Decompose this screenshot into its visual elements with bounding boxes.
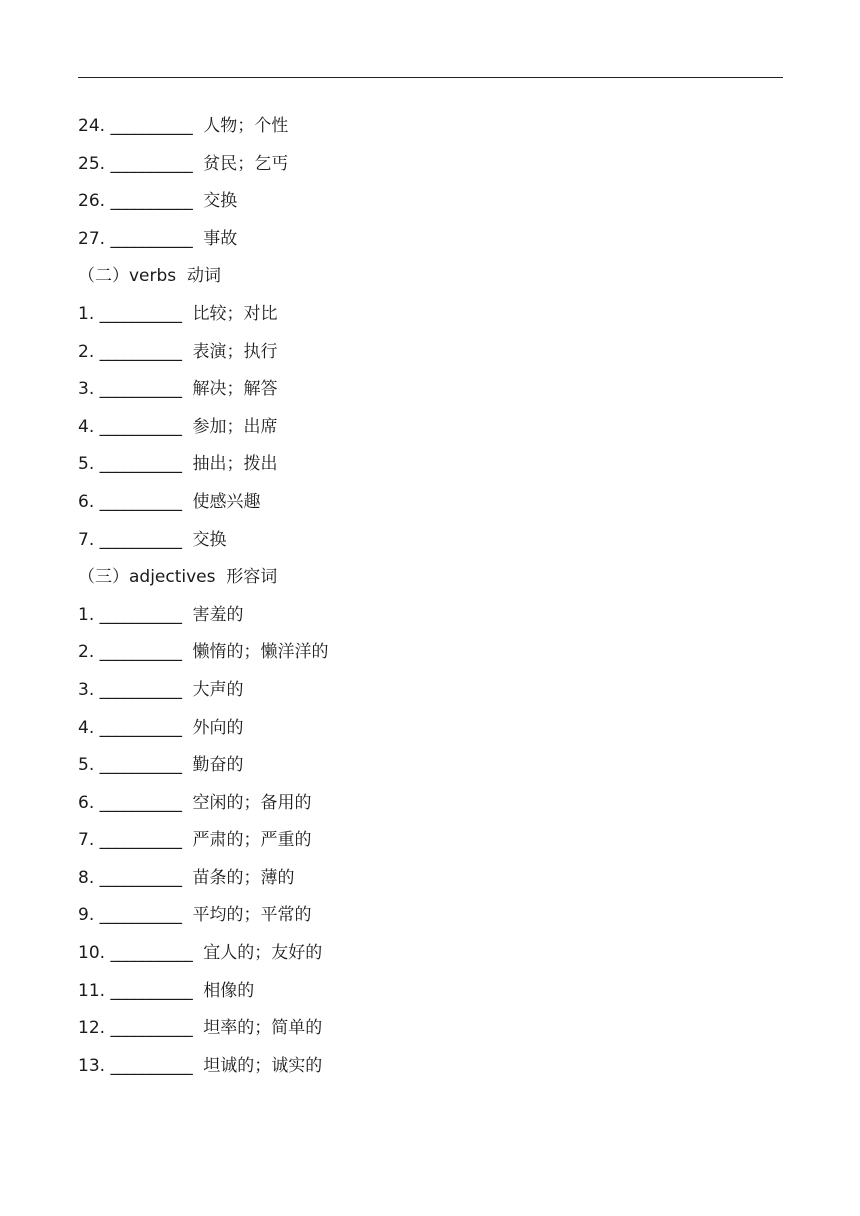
item-meaning: 相像的 <box>203 980 255 1001</box>
item-meaning: 空闲的；备用的 <box>192 792 312 813</box>
vocab-item <box>78 296 778 334</box>
item-number: 5. <box>78 454 95 475</box>
answer-blank: __________ <box>99 341 182 362</box>
answer-blank: __________ <box>99 416 182 437</box>
item-number: 3. <box>78 679 95 700</box>
item-number: 25. <box>78 153 106 174</box>
item-meaning: 大声的 <box>192 679 244 700</box>
vocab-item <box>78 897 778 935</box>
answer-blank: __________ <box>110 153 193 174</box>
section-heading-verbs: （二）verbs 动词 <box>78 266 221 287</box>
vocab-item <box>78 409 778 447</box>
vocab-item <box>78 1048 778 1086</box>
vocab-item <box>78 146 778 184</box>
item-number: 9. <box>78 905 95 926</box>
vocab-item <box>78 334 778 372</box>
item-number: 1. <box>78 604 95 625</box>
item-number: 6. <box>78 491 95 512</box>
item-number: 3. <box>78 379 95 400</box>
item-number: 26. <box>78 191 106 212</box>
answer-blank: __________ <box>99 454 182 475</box>
item-meaning: 坦率的；简单的 <box>203 1018 323 1039</box>
item-number: 1. <box>78 303 95 324</box>
vocab-item <box>78 522 778 560</box>
item-number: 7. <box>78 830 95 851</box>
vocab-item <box>78 710 778 748</box>
item-meaning: 人物；个性 <box>203 116 289 136</box>
item-meaning: 勤奋的 <box>192 755 244 776</box>
vocab-item <box>78 108 778 146</box>
item-meaning: 害羞的 <box>192 604 244 625</box>
vocab-item <box>78 973 778 1011</box>
vocab-item <box>78 822 778 860</box>
vocab-item <box>78 935 778 973</box>
answer-blank: __________ <box>99 867 182 888</box>
answer-blank: __________ <box>99 303 182 324</box>
item-number: 11. <box>78 980 106 1001</box>
answer-blank: __________ <box>110 943 193 964</box>
answer-blank: __________ <box>99 830 182 851</box>
answer-blank: __________ <box>99 717 182 738</box>
item-number: 4. <box>78 717 95 738</box>
answer-blank: __________ <box>99 792 182 813</box>
item-number: 2. <box>78 341 95 362</box>
answer-blank: __________ <box>110 980 193 1001</box>
answer-blank: __________ <box>99 755 182 776</box>
item-number: 10. <box>78 943 106 964</box>
vocab-item <box>78 446 778 484</box>
vocab-item <box>78 484 778 522</box>
answer-blank: __________ <box>110 228 193 249</box>
answer-blank: __________ <box>99 642 182 663</box>
item-meaning: 交换 <box>203 191 238 212</box>
vocab-item <box>78 183 778 221</box>
item-number: 27. <box>78 228 106 249</box>
item-number: 7. <box>78 529 95 550</box>
item-meaning: 解决；解答 <box>192 379 278 400</box>
answer-blank: __________ <box>99 679 182 700</box>
vocab-item <box>78 371 778 409</box>
answer-blank: __________ <box>110 1055 193 1076</box>
item-number: 2. <box>78 642 95 663</box>
item-meaning: 苗条的；薄的 <box>192 867 295 888</box>
item-meaning: 平均的；平常的 <box>192 905 312 926</box>
item-meaning: 懒惰的；懒洋洋的 <box>192 642 329 663</box>
item-meaning: 参加；出席 <box>192 416 278 437</box>
item-number: 6. <box>78 792 95 813</box>
answer-blank: __________ <box>99 379 182 400</box>
answer-blank: __________ <box>99 529 182 550</box>
vocab-item <box>78 785 778 823</box>
answer-blank: __________ <box>110 191 193 212</box>
item-meaning: 使感兴趣 <box>192 491 261 512</box>
vocab-item <box>78 860 778 898</box>
item-meaning: 严肃的；严重的 <box>192 830 312 851</box>
item-meaning: 比较；对比 <box>192 303 278 324</box>
item-meaning: 事故 <box>203 228 238 249</box>
answer-blank: __________ <box>99 905 182 926</box>
vocab-item <box>78 634 778 672</box>
answer-blank: __________ <box>110 1018 193 1039</box>
answer-blank: __________ <box>110 116 193 136</box>
item-number: 13. <box>78 1055 106 1076</box>
vocab-item <box>78 221 778 259</box>
item-number: 4. <box>78 416 95 437</box>
header-rule <box>78 77 783 78</box>
item-meaning: 贫民；乞丐 <box>203 153 289 174</box>
item-meaning: 外向的 <box>192 717 244 738</box>
vocabulary-list <box>78 108 778 1085</box>
vocab-item <box>78 747 778 785</box>
vocab-item <box>78 1010 778 1048</box>
item-meaning: 坦诚的；诚实的 <box>203 1055 323 1076</box>
item-number: 12. <box>78 1018 106 1039</box>
item-meaning: 宜人的；友好的 <box>203 943 323 964</box>
item-number: 8. <box>78 867 95 888</box>
vocab-item <box>78 672 778 710</box>
section-heading-adjectives: （三）adjectives 形容词 <box>78 567 278 588</box>
answer-blank: __________ <box>99 604 182 625</box>
vocab-item <box>78 597 778 635</box>
item-meaning: 抽出；拨出 <box>192 454 278 475</box>
item-meaning: 交换 <box>192 529 227 550</box>
item-number: 5. <box>78 755 95 776</box>
item-number: 24. <box>78 116 106 136</box>
answer-blank: __________ <box>99 491 182 512</box>
item-meaning: 表演；执行 <box>192 341 278 362</box>
